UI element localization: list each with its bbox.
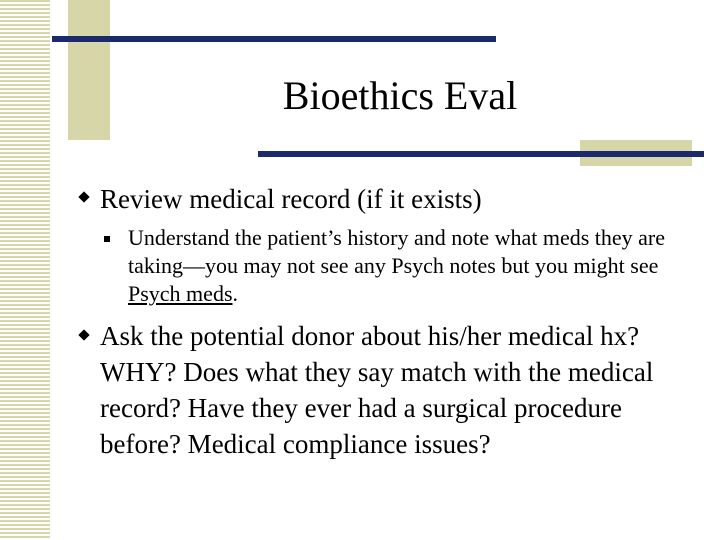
psych-meds-link[interactable]: Psych meds: [128, 281, 233, 306]
diamond-bullet-icon: [78, 329, 89, 340]
sub-bullet-text-end: .: [232, 281, 238, 306]
decorative-block-top: [68, 0, 110, 140]
decorative-stripes: [0, 0, 50, 540]
square-bullet-icon: [104, 236, 110, 242]
sub-bullet-text-1: [128, 224, 688, 308]
title-rule-top: [52, 36, 496, 42]
sub-bullet-text-part: Understand the patient’s history and note what meds they are taking—you may not see any Psych notes but you might see: [128, 225, 666, 278]
bullet-text-2: Ask the potential donor about his/her medical hx? WHY? Does what they say match with the medical record? Have they ever had a surgical procedure before? Medical compliance issues?: [100, 321, 654, 459]
diamond-bullet-icon: [78, 191, 89, 202]
bullet-text-1: Review medical record (if it exists): [100, 184, 482, 214]
title-rule-bottom: [258, 151, 704, 157]
slide-title: Bioethics Eval: [282, 73, 518, 118]
